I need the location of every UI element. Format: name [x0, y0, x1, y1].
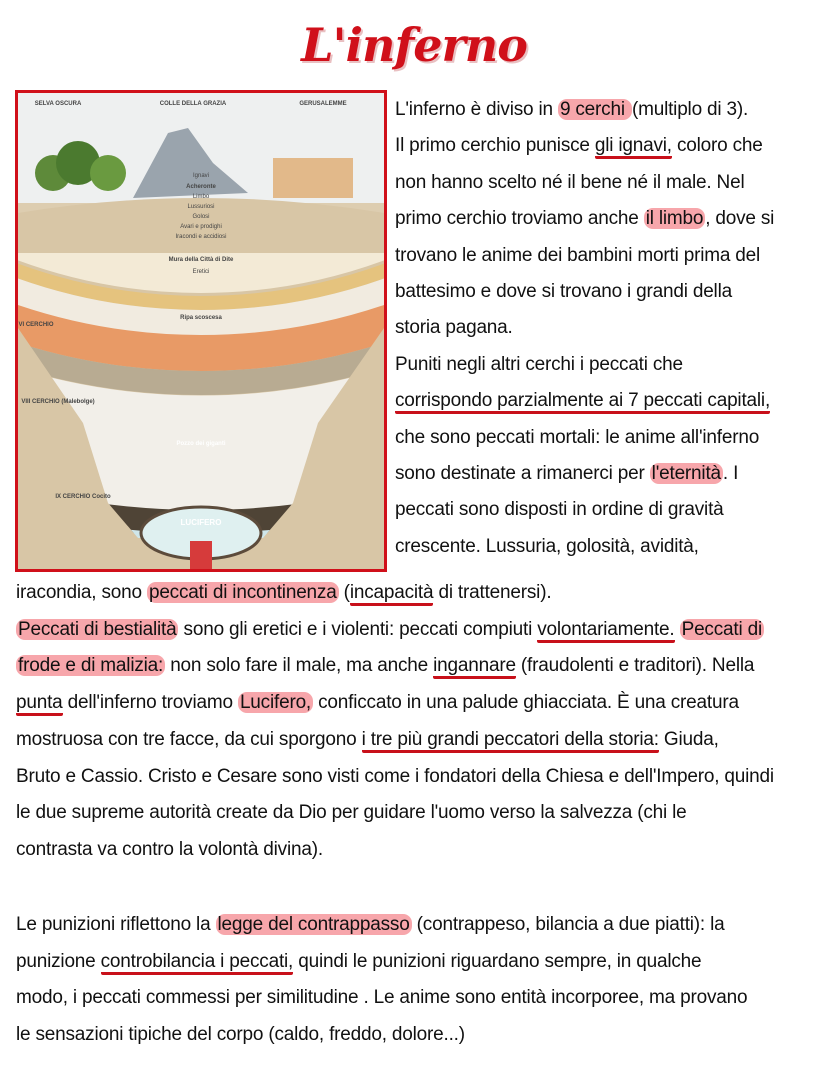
text-segment: primo cerchio troviamo anche — [395, 208, 644, 230]
label-lucifero: LUCIFERO — [180, 518, 222, 527]
label-avari: Avari e prodighi — [180, 224, 222, 230]
text-line — [16, 1022, 465, 1048]
text-segment: (multiplo di 3). — [631, 99, 749, 120]
text-line — [16, 617, 764, 643]
text-segment: peccati sono disposti in ordine di gravità — [395, 499, 724, 521]
highlighted-text: peccati di incontinenza — [148, 582, 337, 603]
label-mura: Mura della Città di Dite — [168, 257, 234, 263]
text-line — [16, 949, 701, 975]
text-segment: modo, i peccati commessi per similitudine . Le anime sono entità incorporee, ma provano — [16, 987, 748, 1009]
inferno-diagram — [15, 90, 387, 572]
label-acheronte: Acheronte — [186, 184, 216, 190]
text-segment: Bruto e Cassio. Cristo e Cesare sono visti come i fondatori della Chiesa e dell'Impero, quindi — [16, 765, 774, 787]
text-line — [16, 985, 747, 1011]
city-icon — [273, 158, 353, 198]
text-line — [395, 206, 774, 232]
highlighted-text: l'eternità — [651, 463, 721, 484]
highlighted-text: legge del contrappasso — [217, 914, 410, 935]
text-line — [395, 243, 760, 269]
label-gerusalemme: GERUSALEMME — [299, 101, 347, 107]
highlighted-text: il limbo — [645, 208, 704, 230]
highlighted-text: 9 cerchi — [559, 99, 630, 120]
highlighted-text: Peccati di — [681, 618, 762, 640]
label-ignavi: Ignavi — [192, 173, 210, 179]
underlined-text: punta — [16, 692, 63, 716]
text-line — [395, 388, 770, 414]
label-vi-cerchio: VI CERCHIO — [18, 322, 54, 328]
text-segment: Puniti negli altri cerchi i peccati che — [395, 353, 683, 375]
text-segment: contrasta va contro la volontà divina). — [16, 838, 323, 860]
text-line — [16, 800, 687, 826]
label-viii-cerchio: VIII CERCHIO (Malebolge) — [21, 399, 95, 405]
underlined-text: incapacità — [350, 582, 434, 606]
text-segment: le due supreme autorità create da Dio per guidare l'uomo verso la salvezza (chi le — [16, 802, 687, 824]
text-segment: Giuda, — [658, 728, 719, 750]
text-segment: dell'inferno troviamo — [62, 692, 238, 714]
label-pozzo: Pozzo dei giganti — [176, 441, 226, 447]
text-line — [395, 425, 759, 451]
text-segment: L'inferno è diviso in — [395, 99, 558, 120]
text-segment: sono gli eretici e i violenti: peccati compiuti — [178, 618, 538, 640]
text-line — [16, 727, 719, 753]
underlined-text: corrispondo parzialmente ai 7 peccati capitali, — [395, 390, 770, 414]
text-segment: quindi le punizioni riguardano sempre, in qualche — [293, 950, 702, 972]
text-segment: mostruosa con tre facce, da cui sporgono — [16, 728, 362, 750]
inferno-illustration — [18, 93, 384, 569]
text-line — [16, 690, 739, 716]
text-line — [395, 534, 699, 560]
underlined-text: gli ignavi, — [595, 135, 672, 159]
text-segment: conficcato in una palude ghiacciata. È una creatura — [313, 692, 739, 714]
text-line — [16, 912, 724, 938]
text-segment: iracondia, sono — [16, 582, 147, 603]
text-line — [16, 837, 323, 863]
text-segment: Le punizioni riflettono la — [16, 914, 216, 935]
label-eretici: Eretici — [192, 269, 210, 275]
label-colle: COLLE DELLA GRAZIA — [159, 101, 227, 107]
text-line — [395, 133, 763, 159]
label-iracondi: Iracondi e accidiosi — [175, 234, 227, 240]
text-line — [395, 461, 738, 487]
text-segment: . I — [722, 463, 739, 484]
text-segment: che sono peccati mortali: le anime all'inferno — [395, 426, 760, 448]
text-segment: non solo fare il male, ma anche — [165, 655, 434, 677]
text-segment: punizione — [16, 950, 101, 972]
text-segment: ( — [338, 582, 350, 603]
label-ripa: Ripa scoscesa — [180, 315, 222, 321]
text-line — [395, 97, 748, 123]
text-line — [395, 279, 732, 305]
text-segment: crescente. Lussuria, golosità, avidità, — [395, 535, 699, 557]
label-ix-cerchio: IX CERCHIO Cocito — [55, 494, 111, 500]
text-segment: non hanno scelto né il bene né il male. Nel — [395, 171, 745, 193]
underlined-text: i tre più grandi peccatori della storia: — [362, 729, 659, 753]
text-line — [395, 170, 744, 196]
text-segment: (fraudolenti e traditori). Nella — [515, 655, 755, 677]
underlined-text: volontariamente. — [537, 619, 674, 643]
text-segment: coloro che — [671, 135, 763, 157]
text-segment: sono destinate a rimanerci per — [395, 463, 650, 484]
text-line — [395, 352, 683, 378]
text-line — [16, 580, 551, 606]
page-title: L'inferno — [301, 18, 527, 72]
text-segment: trovano le anime dei bambini morti prima del — [395, 244, 761, 266]
underlined-text: controbilancia i peccati, — [101, 951, 294, 975]
text-segment: storia pagana. — [395, 317, 513, 339]
underlined-text: ingannare — [433, 655, 516, 679]
label-lussuriosi: Lussuriosi — [187, 204, 215, 210]
text-segment: , dove si — [705, 208, 775, 230]
text-segment — [675, 619, 680, 640]
text-line — [395, 497, 724, 523]
label-golosi: Golosi — [192, 214, 210, 220]
text-segment: battesimo e dove si trovano i grandi della — [395, 281, 732, 302]
text-line — [16, 653, 754, 679]
label-limbo: Limbo — [192, 194, 210, 200]
text-line — [16, 764, 774, 790]
text-segment: (contrappeso, bilancia a due piatti): la — [411, 914, 725, 935]
text-segment: Il primo cerchio punisce — [395, 135, 595, 157]
highlighted-text: Peccati di bestialità — [18, 618, 177, 640]
text-segment: le sensazioni tipiche del corpo (caldo, freddo, dolore...) — [16, 1023, 465, 1045]
highlighted-text: frode e di malizia: — [18, 655, 164, 677]
highlighted-text: Lucifero, — [239, 692, 312, 714]
text-line — [395, 315, 513, 341]
text-segment: di trattenersi). — [433, 582, 552, 603]
label-selva: SELVA OSCURA — [34, 101, 82, 107]
